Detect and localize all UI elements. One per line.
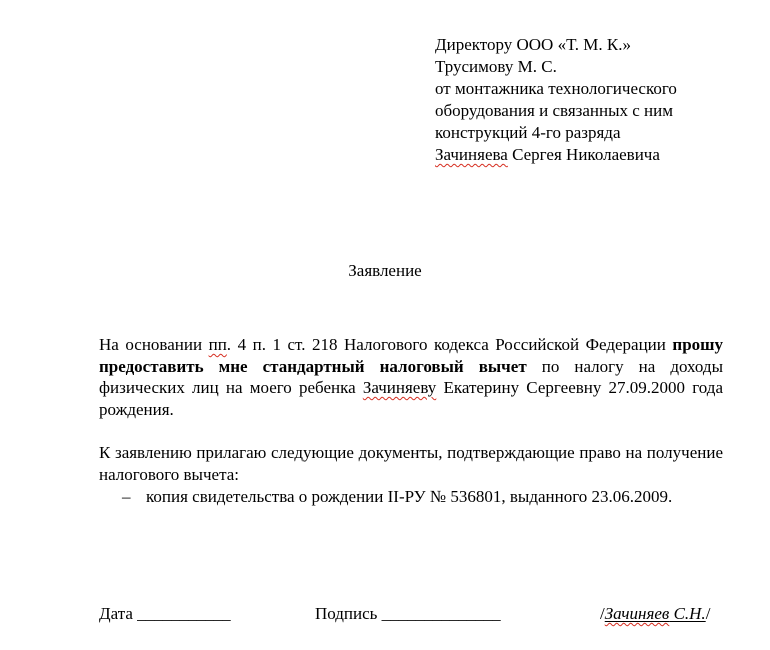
date-field: Дата ___________ [99,604,231,623]
document-title: Заявление [348,261,422,280]
addressee-director: Директору ООО «Т. М. К.» [435,35,631,54]
p1-abbrev-spellcheck: пп [208,335,227,354]
p1-text-1: На основании [99,335,209,354]
signer-slash-close: / [705,604,711,623]
sender-name [435,144,755,166]
signer-initials: С.Н. [669,604,706,623]
sender-surname-spellcheck: Зачиняева [435,145,508,164]
list-dash: – [122,487,131,506]
signer-name-underlined [605,604,706,623]
p1-bold-request: прошу предоставить мне стандартный налоговый вычет [99,335,724,376]
p1-text-4: Екатерину Сергеевну 27.09.2000 года рождения. [99,378,723,419]
sender-given-names: Сергея Николаевича [507,145,660,164]
signer-name [600,603,710,625]
p1-child-surname-spellcheck: Зачиняеву [362,378,437,397]
signature-field: Подпись ______________ [315,604,501,623]
attachment-text: копия свидетельства о рождении II-РУ № 536801, выданного 23.06.2009. [146,487,673,506]
request-paragraph [99,334,723,420]
sender-position-3: конструкций 4-го разряда [435,123,621,142]
addressee-block [435,34,755,166]
signer-slash-open: / [600,604,605,623]
p1-text-2: . 4 п. 1 ст. 218 Налогового кодекса Российской Федерации [226,335,673,354]
attachment-list-item [122,486,732,508]
addressee-name: Трусимову М. С. [435,57,557,76]
p1-text-3: по налогу на доходы физических лиц на моего ребенка [99,356,723,397]
sender-position-1: от монтажника технологического [435,79,677,98]
attachments-paragraph: К заявлению прилагаю следующие документы, подтверждающие право на получение налогового вычета: [99,443,723,484]
signer-surname-spellcheck: Зачиняев [604,604,670,623]
sender-position-2: оборудования и связанных с ним [435,101,674,120]
